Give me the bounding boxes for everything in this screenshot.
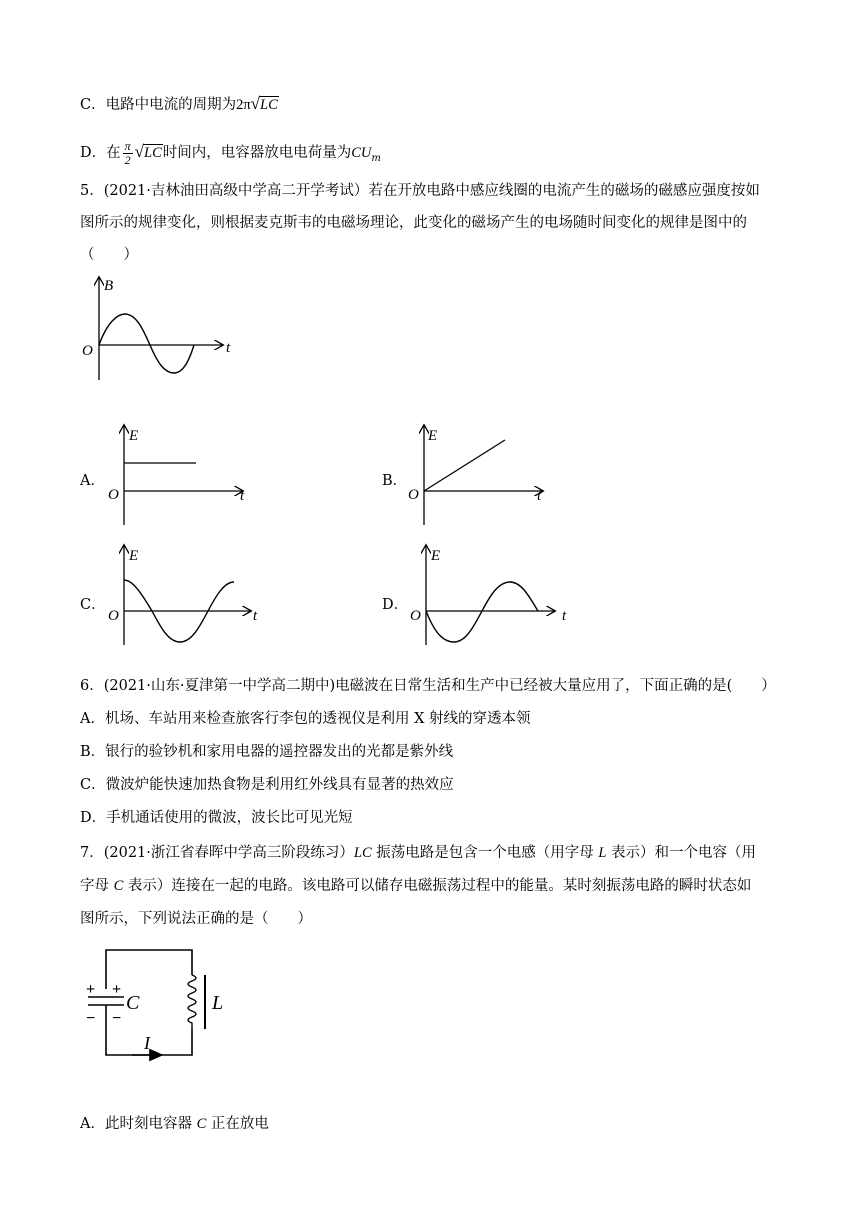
q7-stem-text-4: 表示）连接在一起的电路。该电路可以储存电磁振荡过程中的能量。某时刻振荡电路的瞬时状态如 — [123, 878, 752, 894]
q6-option-a: A．机场、车站用来检查旅客行李包的透视仪是利用 X 射线的穿透本领 — [80, 711, 531, 727]
plus-sign-left: + — [86, 981, 96, 998]
minus-sign-left: − — [86, 1010, 96, 1027]
fraction-denominator: 2 — [124, 152, 131, 167]
q5-main-graph — [70, 270, 270, 390]
option-a-y-label: E — [129, 428, 139, 444]
q5-option-c-graph — [100, 540, 270, 650]
main-origin: O — [82, 343, 93, 359]
option-d-x-label: t — [562, 608, 567, 624]
q7-stem-lc: LC — [353, 845, 372, 861]
q7-circuit-diagram — [80, 945, 240, 1065]
plus-sign-right: + — [112, 981, 122, 998]
q7-stem-l: L — [598, 845, 607, 861]
q5-option-b-graph — [402, 420, 562, 530]
sqrt-symbol: √ — [134, 142, 144, 161]
q7-stem-line-3: 图所示，下列说法正确的是（ ） — [80, 911, 312, 927]
sine-curve — [99, 314, 194, 373]
q7-stem-line-1 — [80, 843, 756, 863]
inductor-label: L — [212, 992, 224, 1014]
current-label: I — [144, 1033, 150, 1053]
q5-stem-line-1: 5．(2021·吉林油田高级中学高二开学考试）若在开放电路中感应线圈的电流产生的磁场的磁感应强度按如 — [80, 183, 760, 199]
q5-stem-line-2: 图所示的规律变化，则根据麦克斯韦的电磁场理论，此变化的磁场产生的电场随时间变化的规律是图中的 — [80, 215, 747, 231]
q5-option-a-graph — [100, 420, 260, 530]
q7-stem-text-1: 振荡电路是包含一个电感（用字母 — [371, 845, 599, 861]
q4-option-d-prefix: D．在 — [80, 145, 121, 161]
option-c-x-label: t — [253, 608, 258, 624]
main-x-label: t — [226, 340, 231, 356]
inductor-coil — [188, 975, 196, 1029]
q7-stem-text-2: 表示）和一个电容（用 — [606, 845, 757, 861]
option-c-origin: O — [108, 608, 119, 624]
option-b-y-label: E — [428, 428, 438, 444]
q5-option-b-label: B． — [382, 473, 408, 489]
option-d-y-label: E — [431, 548, 441, 564]
fraction-numerator: π — [124, 138, 131, 153]
q5-option-d-label: D． — [382, 597, 409, 613]
sqrt-symbol: √ — [250, 94, 261, 113]
q4-option-d-suffix: 时间内，电容器放电电荷量为 — [162, 145, 352, 161]
q4-option-d-radicand: LC — [144, 145, 162, 161]
linear-line — [424, 440, 505, 491]
q7-stem-text-3: 字母 — [80, 878, 114, 894]
q4-option-d-value: CU — [351, 145, 372, 161]
option-c-y-label: E — [129, 548, 139, 564]
option-d-origin: O — [410, 608, 421, 624]
q6-stem: 6．(2021·山东·夏津第一中学高二期中)电磁波在日常生活和生产中已经被大量应用了，下面正确的是( ） — [80, 678, 776, 694]
q6-option-b: B．银行的验钞机和家用电器的遥控器发出的光都是紫外线 — [80, 744, 454, 760]
q7-stem-source: 7．(2021·浙江省春晖中学高三阶段练习） — [80, 845, 354, 861]
q4-option-c-coef: 2π — [236, 97, 251, 113]
q5-option-a-label: A． — [80, 473, 105, 489]
negative-sine-curve — [426, 582, 538, 642]
q5-option-c-label: C． — [80, 597, 106, 613]
main-y-label: B — [104, 278, 114, 294]
q4-option-c — [80, 94, 279, 115]
capacitor-label: C — [126, 992, 140, 1014]
q7-option-a-var: C — [196, 1116, 207, 1132]
q7-option-a — [80, 1114, 269, 1134]
q4-option-c-text: C．电路中电流的周期为 — [80, 97, 237, 113]
q7-stem-c: C — [113, 878, 124, 894]
q6-option-d: D．手机通话使用的微波，波长比可见光短 — [80, 810, 353, 826]
q4-option-d-value-sub: m — [371, 152, 381, 164]
option-a-x-label: t — [240, 488, 245, 504]
q4-option-d — [80, 138, 381, 166]
q4-option-d-fraction — [123, 140, 133, 167]
q7-stem-line-2 — [80, 876, 751, 896]
option-a-origin: O — [108, 487, 119, 503]
option-b-origin: O — [408, 487, 419, 503]
q6-option-c: C．微波炉能快速加热食物是利用红外线具有显著的热效应 — [80, 777, 454, 793]
minus-sign-right: − — [112, 1010, 122, 1027]
option-b-x-label: t — [537, 488, 542, 504]
q5-stem-line-3: （ ） — [80, 247, 138, 263]
q4-option-c-radicand: LC — [260, 97, 278, 113]
q7-option-a-prefix: A．此时刻电容器 — [80, 1116, 197, 1132]
q7-option-a-suffix: 正在放电 — [206, 1116, 269, 1132]
q5-option-d-graph — [402, 540, 572, 650]
